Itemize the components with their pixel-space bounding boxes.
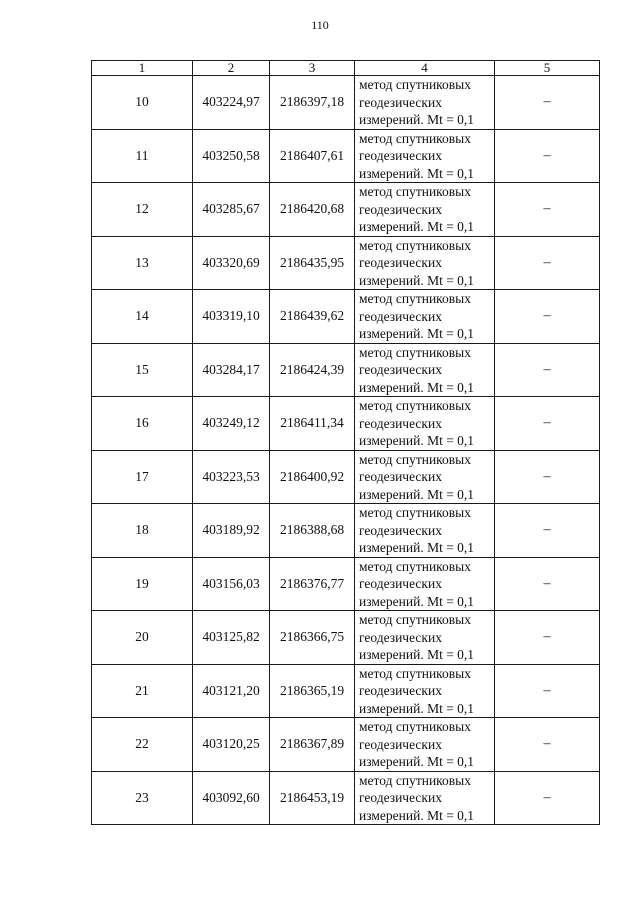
method-line: метод спутниковых bbox=[359, 558, 471, 574]
method-cell bbox=[355, 611, 495, 665]
method-line: геодезических bbox=[359, 736, 442, 752]
method-line: измерений. Mt = 0,1 bbox=[359, 326, 475, 341]
note-cell: – bbox=[495, 290, 600, 344]
method-line: метод спутниковых bbox=[359, 665, 471, 681]
method-line: измерений. Mt = 0,1 bbox=[359, 486, 475, 502]
y-coordinate-cell: 2186366,75 bbox=[270, 611, 355, 665]
method-line: метод спутниковых bbox=[359, 719, 471, 734]
y-coordinate-cell: 2186376,77 bbox=[270, 557, 355, 611]
method-cell bbox=[355, 450, 495, 504]
x-coordinate-cell: 403223,53 bbox=[193, 450, 270, 504]
method-line: измерений. Mt = 0,1 bbox=[359, 807, 475, 823]
method-line: геодезических bbox=[359, 148, 442, 163]
method-line: геодезических bbox=[359, 201, 442, 217]
method-cell bbox=[355, 557, 495, 611]
table-row bbox=[92, 290, 600, 344]
method-cell bbox=[355, 343, 495, 397]
point-number-cell: 21 bbox=[92, 664, 193, 718]
y-coordinate-cell: 2186367,89 bbox=[270, 718, 355, 772]
method-cell bbox=[355, 771, 495, 825]
page-number: 110 bbox=[311, 18, 329, 32]
method-line: измерений. Mt = 0,1 bbox=[359, 433, 475, 448]
point-number-cell: 14 bbox=[92, 290, 193, 344]
table-row bbox=[92, 504, 600, 558]
method-line: геодезических bbox=[359, 576, 442, 591]
table-row bbox=[92, 236, 600, 290]
y-coordinate-cell: 2186439,62 bbox=[270, 290, 355, 344]
method-line: геодезических bbox=[359, 683, 442, 698]
method-line: метод спутниковых bbox=[359, 291, 471, 306]
method-cell bbox=[355, 183, 495, 237]
column-header-5: 5 bbox=[495, 61, 600, 76]
y-coordinate-cell: 2186407,61 bbox=[270, 129, 355, 183]
note-cell: – bbox=[495, 343, 600, 397]
method-cell bbox=[355, 290, 495, 344]
table-row bbox=[92, 718, 600, 772]
note-cell: – bbox=[495, 611, 600, 665]
x-coordinate-cell: 403319,10 bbox=[193, 290, 270, 344]
table-row bbox=[92, 450, 600, 504]
note-cell: – bbox=[495, 450, 600, 504]
method-line: метод спутниковых bbox=[359, 612, 471, 627]
method-cell bbox=[355, 76, 495, 130]
y-coordinate-cell: 2186411,34 bbox=[270, 397, 355, 451]
x-coordinate-cell: 403156,03 bbox=[193, 557, 270, 611]
note-cell: – bbox=[495, 557, 600, 611]
column-header-2: 2 bbox=[193, 61, 270, 76]
table-row bbox=[92, 557, 600, 611]
column-header-4: 4 bbox=[355, 61, 495, 76]
note-cell: – bbox=[495, 504, 600, 558]
method-line: геодезических bbox=[359, 415, 442, 431]
method-line: метод спутниковых bbox=[359, 772, 471, 788]
point-number-cell: 10 bbox=[92, 76, 193, 130]
table-row bbox=[92, 183, 600, 237]
y-coordinate-cell: 2186388,68 bbox=[270, 504, 355, 558]
x-coordinate-cell: 403250,58 bbox=[193, 129, 270, 183]
method-cell bbox=[355, 718, 495, 772]
note-cell: – bbox=[495, 718, 600, 772]
method-line: геодезических bbox=[359, 522, 442, 538]
y-coordinate-cell: 2186420,68 bbox=[270, 183, 355, 237]
column-header-3: 3 bbox=[270, 61, 355, 76]
y-coordinate-cell: 2186453,19 bbox=[270, 771, 355, 825]
table-row bbox=[92, 611, 600, 665]
note-cell: – bbox=[495, 236, 600, 290]
point-number-cell: 19 bbox=[92, 557, 193, 611]
method-cell bbox=[355, 664, 495, 718]
note-cell: – bbox=[495, 771, 600, 825]
x-coordinate-cell: 403189,92 bbox=[193, 504, 270, 558]
x-coordinate-cell: 403285,67 bbox=[193, 183, 270, 237]
table-row bbox=[92, 771, 600, 825]
method-line: измерений. Mt = 0,1 bbox=[359, 540, 475, 555]
method-line: метод спутниковых bbox=[359, 237, 471, 253]
point-number-cell: 16 bbox=[92, 397, 193, 451]
table-row bbox=[92, 129, 600, 183]
y-coordinate-cell: 2186365,19 bbox=[270, 664, 355, 718]
method-line: измерений. Mt = 0,1 bbox=[359, 219, 475, 234]
method-cell bbox=[355, 236, 495, 290]
note-cell: – bbox=[495, 129, 600, 183]
table-row bbox=[92, 76, 600, 130]
x-coordinate-cell: 403092,60 bbox=[193, 771, 270, 825]
coordinates-table bbox=[91, 60, 600, 825]
method-line: метод спутниковых bbox=[359, 77, 471, 92]
y-coordinate-cell: 2186424,39 bbox=[270, 343, 355, 397]
method-line: геодезических bbox=[359, 362, 442, 377]
method-line: измерений. Mt = 0,1 bbox=[359, 593, 475, 609]
note-cell: – bbox=[495, 183, 600, 237]
note-cell: – bbox=[495, 397, 600, 451]
x-coordinate-cell: 403249,12 bbox=[193, 397, 270, 451]
method-line: геодезических bbox=[359, 94, 442, 110]
method-line: метод спутниковых bbox=[359, 130, 471, 146]
table-row bbox=[92, 664, 600, 718]
point-number-cell: 20 bbox=[92, 611, 193, 665]
method-cell bbox=[355, 129, 495, 183]
method-line: измерений. Mt = 0,1 bbox=[359, 379, 475, 395]
point-number-cell: 13 bbox=[92, 236, 193, 290]
method-cell bbox=[355, 397, 495, 451]
column-header-1: 1 bbox=[92, 61, 193, 76]
y-coordinate-cell: 2186435,95 bbox=[270, 236, 355, 290]
method-cell bbox=[355, 504, 495, 558]
x-coordinate-cell: 403121,20 bbox=[193, 664, 270, 718]
method-line: геодезических bbox=[359, 469, 442, 484]
x-coordinate-cell: 403320,69 bbox=[193, 236, 270, 290]
table-row bbox=[92, 343, 600, 397]
method-line: метод спутниковых bbox=[359, 398, 471, 413]
method-line: метод спутниковых bbox=[359, 184, 471, 199]
method-line: геодезических bbox=[359, 629, 442, 645]
x-coordinate-cell: 403125,82 bbox=[193, 611, 270, 665]
method-line: измерений. Mt = 0,1 bbox=[359, 112, 475, 127]
x-coordinate-cell: 403120,25 bbox=[193, 718, 270, 772]
table-row bbox=[92, 397, 600, 451]
method-line: метод спутниковых bbox=[359, 505, 471, 520]
method-line: метод спутниковых bbox=[359, 451, 471, 467]
point-number-cell: 11 bbox=[92, 129, 193, 183]
x-coordinate-cell: 403284,17 bbox=[193, 343, 270, 397]
point-number-cell: 17 bbox=[92, 450, 193, 504]
note-cell: – bbox=[495, 76, 600, 130]
point-number-cell: 23 bbox=[92, 771, 193, 825]
note-cell: – bbox=[495, 664, 600, 718]
method-line: метод спутниковых bbox=[359, 344, 471, 360]
method-line: геодезических bbox=[359, 308, 442, 324]
point-number-cell: 18 bbox=[92, 504, 193, 558]
method-line: геодезических bbox=[359, 255, 442, 270]
method-line: измерений. Mt = 0,1 bbox=[359, 700, 475, 716]
point-number-cell: 22 bbox=[92, 718, 193, 772]
y-coordinate-cell: 2186397,18 bbox=[270, 76, 355, 130]
x-coordinate-cell: 403224,97 bbox=[193, 76, 270, 130]
method-line: измерений. Mt = 0,1 bbox=[359, 754, 475, 769]
method-line: измерений. Mt = 0,1 bbox=[359, 165, 475, 181]
method-line: измерений. Mt = 0,1 bbox=[359, 647, 475, 662]
table-header-row bbox=[92, 61, 600, 76]
y-coordinate-cell: 2186400,92 bbox=[270, 450, 355, 504]
point-number-cell: 15 bbox=[92, 343, 193, 397]
point-number-cell: 12 bbox=[92, 183, 193, 237]
method-line: геодезических bbox=[359, 790, 442, 805]
method-line: измерений. Mt = 0,1 bbox=[359, 272, 475, 288]
